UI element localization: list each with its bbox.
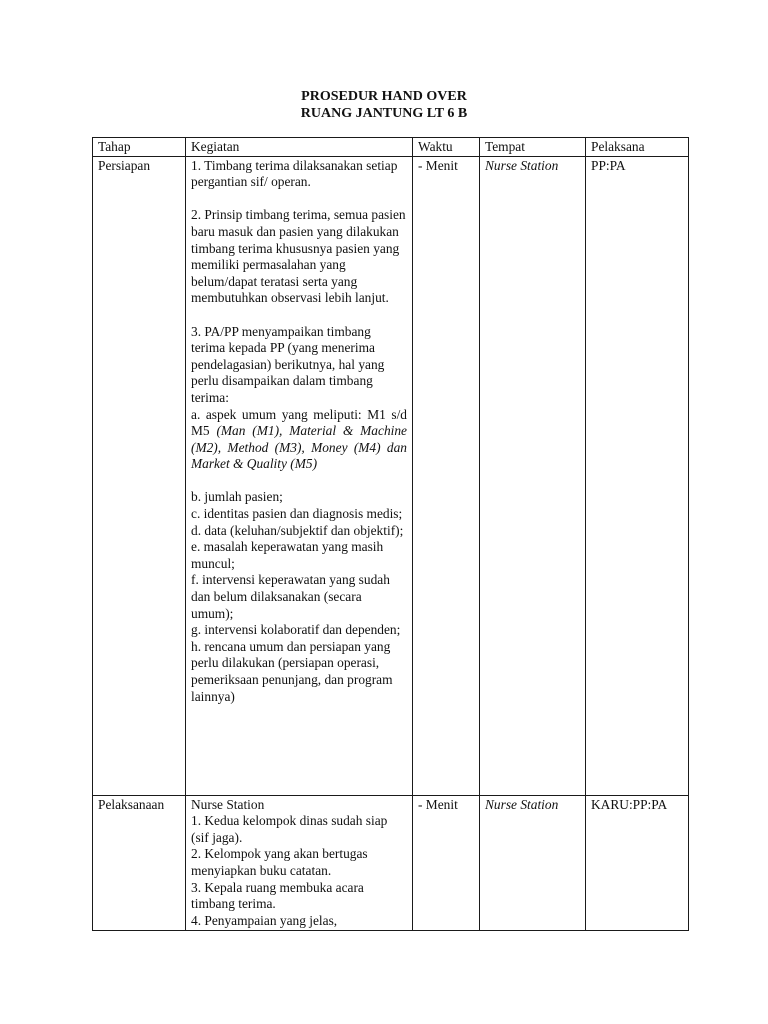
table-row-persiapan: [93, 156, 689, 795]
title-line-1: PROSEDUR HAND OVER: [301, 89, 467, 104]
kegiatan-sub-b: b. jumlah pasien;: [191, 489, 283, 505]
kegiatan-sub-h: h. rencana umum dan persiapan yang perlu dilakukan (persiapan operasi, pemeriksaan penunjang, dan program lainnya): [191, 638, 393, 704]
cell-pelaksana: KARU:PP:PA: [586, 795, 689, 931]
kegiatan-item-1: 1. Timbang terima dilaksanakan setiap pergantian sif/ operan.: [191, 157, 398, 190]
cell-waktu: - Menit: [413, 795, 480, 931]
cell-kegiatan: [186, 156, 413, 795]
sub-a-italic-text: (Man (M1), Material & Machine (M2), Method (M3), Money (M4) dan Market & Quality (M5): [191, 423, 407, 472]
title-line-2: RUANG JANTUNG LT 6 B: [300, 106, 468, 121]
header-tempat: Tempat: [480, 138, 586, 157]
kegiatan-item-1: 1. Kedua kelompok dinas sudah siap (sif jaga).: [191, 813, 388, 845]
table-row-pelaksanaan: [93, 795, 689, 931]
table-header-row: [93, 138, 689, 157]
kegiatan-sub-g: g. intervensi kolaboratif dan dependen;: [191, 622, 401, 638]
kegiatan-sub-e: e. masalah keperawatan yang masih muncul;: [191, 539, 384, 571]
cell-tahap: Pelaksanaan: [93, 795, 186, 931]
kegiatan-heading: Nurse Station: [191, 796, 265, 812]
kegiatan-sub-c: c. identitas pasien dan diagnosis medis;: [191, 506, 403, 522]
document-title: [0, 88, 768, 122]
header-waktu: Waktu: [413, 138, 480, 157]
kegiatan-sub-d: d. data (keluhan/subjektif dan objektif);: [191, 522, 404, 538]
procedure-table: [92, 137, 689, 931]
cell-pelaksana: PP:PA: [586, 156, 689, 795]
cell-tempat: Nurse Station: [480, 795, 586, 931]
kegiatan-item-4: 4. Penyampaian yang jelas,: [191, 912, 338, 928]
cell-kegiatan: [186, 795, 413, 931]
header-pelaksana: Pelaksana: [586, 138, 689, 157]
kegiatan-sub-a: [191, 407, 407, 473]
cell-tempat: Nurse Station: [480, 156, 586, 795]
kegiatan-item-2: 2. Kelompok yang akan bertugas menyiapkan buku catatan.: [191, 846, 368, 878]
cell-tahap: Persiapan: [93, 156, 186, 795]
kegiatan-item-3: 3. Kepala ruang membuka acara timbang terima.: [191, 879, 364, 912]
kegiatan-item-2: 2. Prinsip timbang terima, semua pasien baru masuk dan pasien yang dilakukan timbang terima khususnya pasien yang memiliki permasalahan yang belum/dapat teratasi serta yang membutuhkan observasi lebih lanjut.: [191, 207, 406, 306]
cell-waktu: - Menit: [413, 156, 480, 795]
kegiatan-sub-f: f. intervensi keperawatan yang sudah dan belum dilaksanakan (secara umum);: [191, 572, 390, 621]
header-tahap: Tahap: [93, 138, 186, 157]
header-kegiatan: Kegiatan: [186, 138, 413, 157]
kegiatan-item-3: 3. PA/PP menyampaikan timbang terima kepada PP (yang menerima pendelagasian) berikutnya, hal yang perlu disampaikan dalam timbang terima:: [191, 323, 385, 405]
sub-a-text: a. aspek umum yang meliputi: M1 s/d M5: [191, 406, 407, 439]
